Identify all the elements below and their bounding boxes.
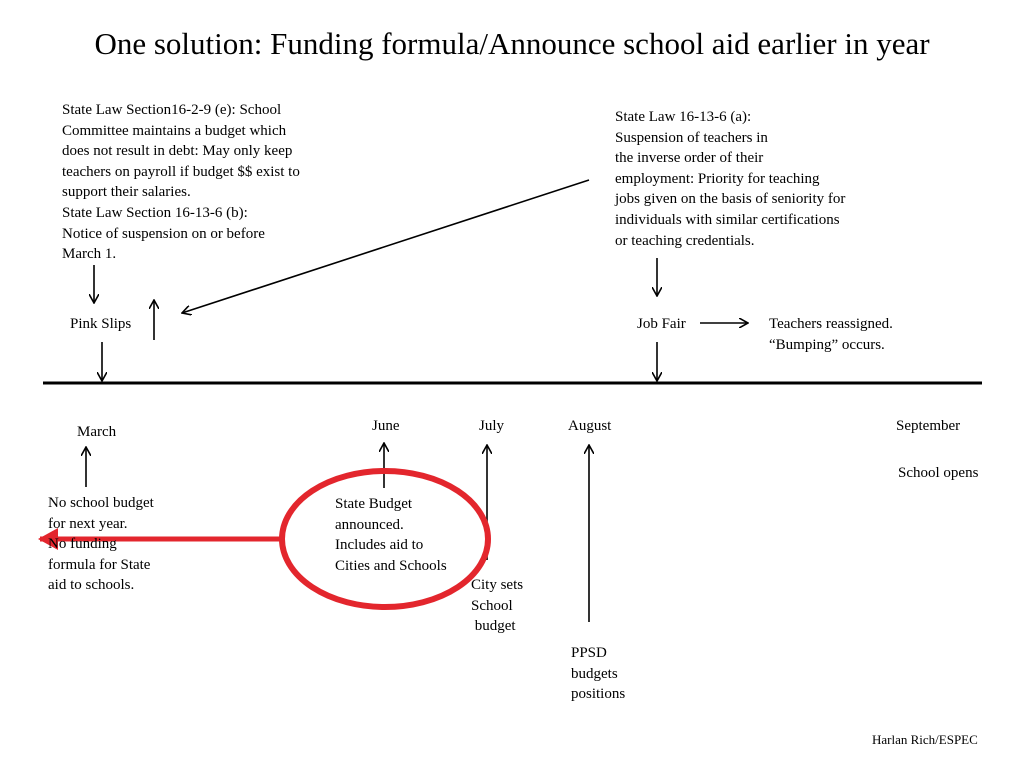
- month-july: July: [479, 418, 505, 434]
- state-law-16-13-6a-note: State Law 16-13-6 (a): Suspension of teachers in the inverse order of their employment: Priority for teaching jobs given on the basis of seniority for individuals with similar certifications or teaching credentials.: [615, 109, 846, 249]
- school-opens-note: School opens: [898, 465, 979, 481]
- ppsd-budgets-note: PPSD budgets positions: [571, 645, 626, 703]
- job-fair-label: Job Fair: [637, 316, 686, 332]
- author-credit: Harlan Rich/ESPEC: [872, 732, 978, 747]
- month-august: August: [568, 418, 612, 434]
- state-law-16-2-9-note: State Law Section16-2-9 (e): School Committee maintains a budget which does not result in debt: May only keep teachers on payroll if budget $$ exist to support their salaries. State Law Section 16-13-6 (b): Notice of suspension on or before March 1.: [62, 102, 300, 263]
- month-june: June: [372, 418, 400, 434]
- slide-title: One solution: Funding formula/Announce school aid earlier in year: [94, 26, 930, 61]
- no-school-budget-note: No school budget for next year. No funding formula for State aid to schools.: [48, 495, 154, 594]
- city-sets-budget-note: City sets School budget: [471, 577, 524, 635]
- state-budget-note: State Budget announced. Includes aid to Cities and Schools: [335, 496, 447, 574]
- teachers-reassigned-note: Teachers reassigned. “Bumping” occurs.: [769, 316, 893, 353]
- month-september: September: [896, 418, 961, 434]
- pink-slips-label: Pink Slips: [70, 316, 132, 332]
- month-march: March: [77, 424, 117, 440]
